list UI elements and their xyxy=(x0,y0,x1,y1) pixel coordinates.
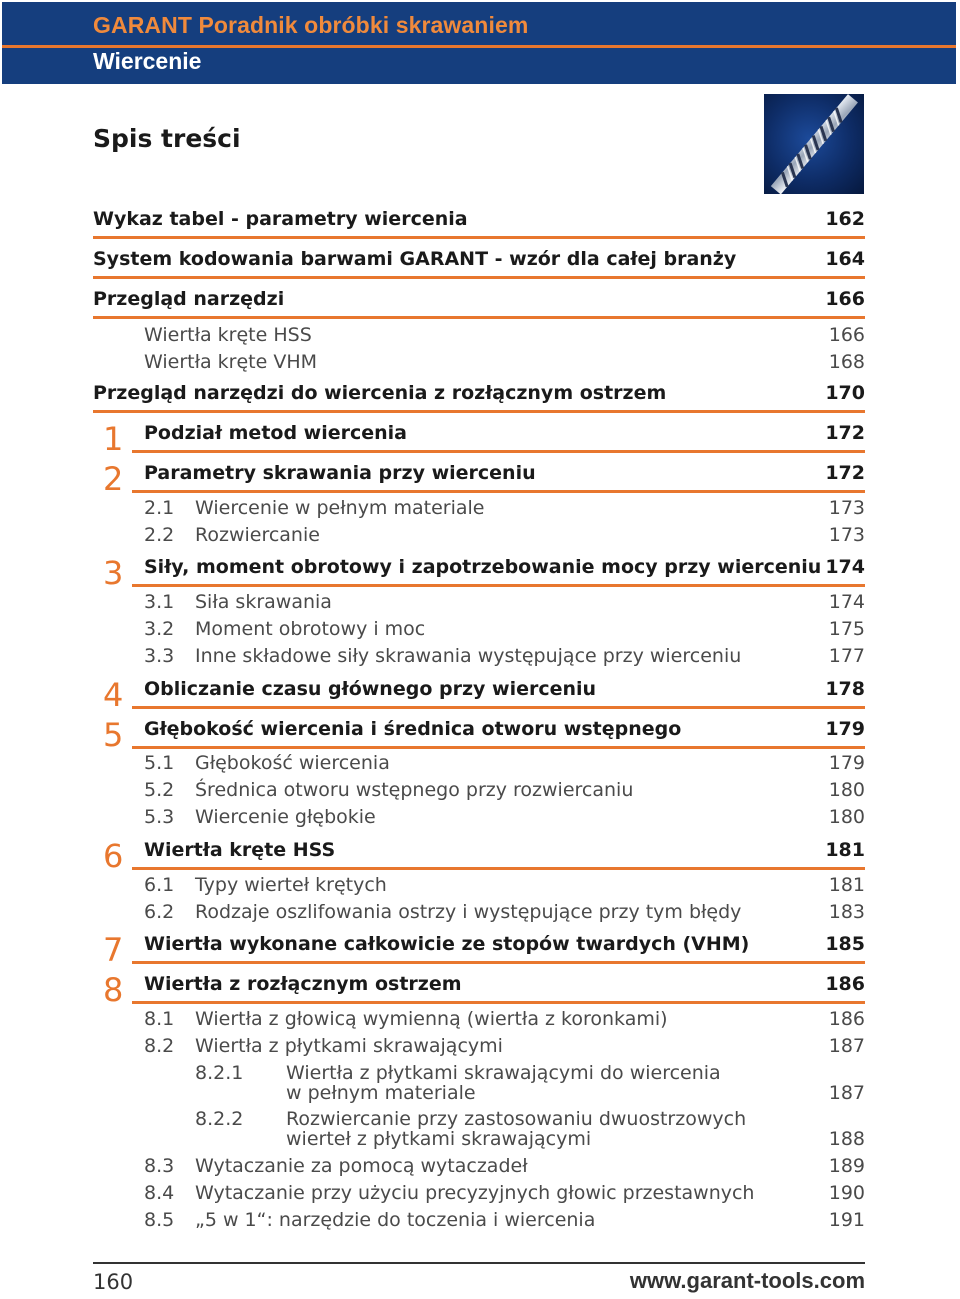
toc-entry-page: 173 xyxy=(828,497,865,519)
toc-entry-rule xyxy=(132,490,865,493)
toc-entry xyxy=(144,1182,865,1206)
toc-entry-title: Wiertła z głowicą wymienną (wiertła z koronkami) xyxy=(195,1008,668,1030)
chapter-number: 1 xyxy=(103,420,124,458)
toc-entry-page: 191 xyxy=(828,1209,865,1231)
toc-entry xyxy=(93,248,865,272)
toc-entry-title: Wiertła z rozłącznym ostrzem xyxy=(144,973,462,995)
toc-entry xyxy=(144,752,865,776)
toc-entry-number: 3.3 xyxy=(144,645,175,667)
toc-entry-rule xyxy=(132,867,865,870)
toc-entry-title: Wytaczanie przy użyciu precyzyjnych głowic przestawnych xyxy=(195,1182,755,1204)
toc-entry-page: 166 xyxy=(828,324,865,346)
toc-entry-page: 172 xyxy=(825,422,865,444)
toc-entry-title: „5 w 1“: narzędzie do toczenia i wiercenia xyxy=(195,1209,596,1231)
toc-entry-title: Rozwiercanie przy zastosowaniu dwuostrzowych xyxy=(286,1108,747,1130)
toc-entry xyxy=(144,718,865,742)
footer-url: www.garant-tools.com xyxy=(629,1268,865,1293)
toc-entry-title: Głębokość wiercenia xyxy=(195,752,390,774)
toc-entry-title: Obliczanie czasu głównego przy wierceniu xyxy=(144,678,597,700)
header-subtitle: Wiercenie xyxy=(93,48,202,74)
toc-entry-title: Podział metod wiercenia xyxy=(144,422,408,444)
toc-entry-page: 185 xyxy=(825,933,865,955)
toc-entry-rule xyxy=(93,236,865,239)
toc-entry xyxy=(144,645,865,669)
toc-entry-page: 190 xyxy=(828,1182,865,1204)
toc-entry-title: Głębokość wiercenia i średnica otworu wstępnego xyxy=(144,718,682,740)
toc-entry-page: 164 xyxy=(825,248,865,270)
toc-entry-title: Średnica otworu wstępnego przy rozwiercaniu xyxy=(195,779,634,801)
header-title: GARANT Poradnik obróbki skrawaniem xyxy=(93,12,529,38)
toc-entry-number: 8.1 xyxy=(144,1008,175,1030)
toc-entry-page: 170 xyxy=(825,382,865,404)
toc-entry-title: Przegląd narzędzi do wiercenia z rozłącznym ostrzem xyxy=(93,382,667,404)
toc-entry-page: 175 xyxy=(828,618,865,640)
toc-entry-title: Rodzaje oszlifowania ostrzy i występujące przy tym błędy xyxy=(195,901,742,923)
toc-entry-number: 3.1 xyxy=(144,591,175,613)
toc-entry-number: 2.1 xyxy=(144,497,175,519)
toc-entry xyxy=(144,779,865,803)
toc-entry-page: 180 xyxy=(828,779,865,801)
toc-entry xyxy=(144,422,865,446)
toc-entry-page: 186 xyxy=(825,973,865,995)
toc-entry xyxy=(144,556,865,580)
toc-entry-title: Wytaczanie za pomocą wytaczadeł xyxy=(195,1155,528,1177)
toc-entry-number: 6.1 xyxy=(144,874,175,896)
toc-entry-title: Wiertła kręte HSS xyxy=(144,324,312,346)
toc-entry-title: Wiertła kręte VHM xyxy=(144,351,318,373)
toc-entry-page: 187 xyxy=(828,1035,865,1057)
toc-entry-page: 162 xyxy=(825,208,865,230)
toc-entry-title: Wiercenie głębokie xyxy=(195,806,376,828)
toc-entry-title: System kodowania barwami GARANT - wzór dla całej branży xyxy=(93,248,737,270)
toc-entry-page: 174 xyxy=(825,556,865,578)
toc-entry-page: 187 xyxy=(828,1082,865,1104)
toc-entry-title: Parametry skrawania przy wierceniu xyxy=(144,462,536,484)
toc-entry-title: Przegląd narzędzi xyxy=(93,288,285,310)
toc-entry-page: 179 xyxy=(828,752,865,774)
toc-entry-title: Wiertła kręte HSS xyxy=(144,839,336,861)
footer-divider xyxy=(93,1262,865,1264)
toc-entry-rule xyxy=(132,450,865,453)
toc-entry-page: 166 xyxy=(825,288,865,310)
toc-entry-number: 8.2.1 xyxy=(195,1062,244,1084)
toc-entry xyxy=(144,1209,865,1233)
toc-entry xyxy=(195,1062,865,1104)
chapter-number: 6 xyxy=(103,837,124,875)
toc-entry xyxy=(144,324,865,348)
toc-entry xyxy=(144,351,865,375)
toc-entry-title: Rozwiercanie xyxy=(195,524,320,546)
page-title: Spis treści xyxy=(93,124,241,153)
toc-entry-page: 178 xyxy=(825,678,865,700)
chapter-number: 7 xyxy=(103,931,124,969)
toc-entry-title-continued: w pełnym materiale xyxy=(286,1082,476,1104)
toc-entry xyxy=(144,1008,865,1032)
toc-entry-title: Wiertła z płytkami skrawającymi xyxy=(195,1035,503,1057)
toc-entry xyxy=(144,524,865,548)
chapter-number: 2 xyxy=(103,460,124,498)
toc-entry-page: 180 xyxy=(828,806,865,828)
toc-entry xyxy=(195,1108,865,1150)
toc-entry-title: Wiercenie w pełnym materiale xyxy=(195,497,485,519)
toc-entry xyxy=(144,1035,865,1059)
toc-entry-title: Siły, moment obrotowy i zapotrzebowanie mocy przy wierceniu xyxy=(144,556,822,578)
toc-entry-title: Moment obrotowy i moc xyxy=(195,618,426,640)
toc-entry xyxy=(144,874,865,898)
toc-entry-title-continued: wierteł z płytkami skrawającymi xyxy=(286,1128,592,1150)
toc-entry-number: 8.4 xyxy=(144,1182,175,1204)
toc-entry-title: Typy wierteł krętych xyxy=(195,874,387,896)
toc-entry-page: 179 xyxy=(825,718,865,740)
toc-entry-rule xyxy=(93,316,865,319)
chapter-number: 4 xyxy=(103,676,124,714)
toc-entry-rule xyxy=(93,276,865,279)
toc-entry-page: 172 xyxy=(825,462,865,484)
toc-entry xyxy=(144,497,865,521)
toc-entry-page: 168 xyxy=(828,351,865,373)
toc-entry xyxy=(144,901,865,925)
chapter-number: 8 xyxy=(103,971,124,1009)
toc-entry-number: 5.2 xyxy=(144,779,175,801)
toc-entry-title: Inne składowe siły skrawania występujące przy wierceniu xyxy=(195,645,742,667)
footer-page-number: 160 xyxy=(93,1270,134,1294)
toc-entry-page: 174 xyxy=(828,591,865,613)
toc-entry xyxy=(144,591,865,615)
toc-entry-rule xyxy=(132,746,865,749)
toc-entry xyxy=(144,806,865,830)
toc-entry-page: 173 xyxy=(828,524,865,546)
toc-entry-number: 6.2 xyxy=(144,901,175,923)
toc-entry-page: 186 xyxy=(828,1008,865,1030)
toc-entry-title: Wykaz tabel - parametry wiercenia xyxy=(93,208,468,230)
toc-entry-number: 8.2.2 xyxy=(195,1108,244,1130)
toc-entry-page: 188 xyxy=(828,1128,865,1150)
toc-entry-rule xyxy=(132,584,865,587)
toc-entry-page: 183 xyxy=(828,901,865,923)
toc-entry xyxy=(144,618,865,642)
chapter-number: 3 xyxy=(103,554,124,592)
toc-entry xyxy=(144,839,865,863)
toc-entry-title: Siła skrawania xyxy=(195,591,332,613)
toc-entry-number: 8.5 xyxy=(144,1209,175,1231)
toc-entry-rule xyxy=(132,1001,865,1004)
chapter-number: 5 xyxy=(103,716,124,754)
toc-entry-number: 8.3 xyxy=(144,1155,175,1177)
toc-entry-number: 5.3 xyxy=(144,806,175,828)
toc-entry xyxy=(93,288,865,312)
toc-entry-title: Wiertła z płytkami skrawającymi do wiercenia xyxy=(286,1062,721,1084)
toc-entry-number: 8.2 xyxy=(144,1035,175,1057)
toc-entry-page: 177 xyxy=(828,645,865,667)
toc-entry xyxy=(144,678,865,702)
toc-entry-rule xyxy=(132,961,865,964)
toc-entry xyxy=(144,933,865,957)
toc-entry xyxy=(93,208,865,232)
toc-entry-number: 3.2 xyxy=(144,618,175,640)
toc-entry-page: 181 xyxy=(825,839,865,861)
toc-entry-page: 189 xyxy=(828,1155,865,1177)
toc-entry xyxy=(144,1155,865,1179)
toc-entry-rule xyxy=(93,410,865,413)
toc-entry xyxy=(144,973,865,997)
toc-entry-page: 181 xyxy=(828,874,865,896)
toc-entry xyxy=(93,382,865,406)
toc-entry-title: Wiertła wykonane całkowicie ze stopów twardych (VHM) xyxy=(144,933,750,955)
toc-entry-number: 2.2 xyxy=(144,524,175,546)
toc-entry xyxy=(144,462,865,486)
toc-entry-number: 5.1 xyxy=(144,752,175,774)
toc-entry-rule xyxy=(132,706,865,709)
